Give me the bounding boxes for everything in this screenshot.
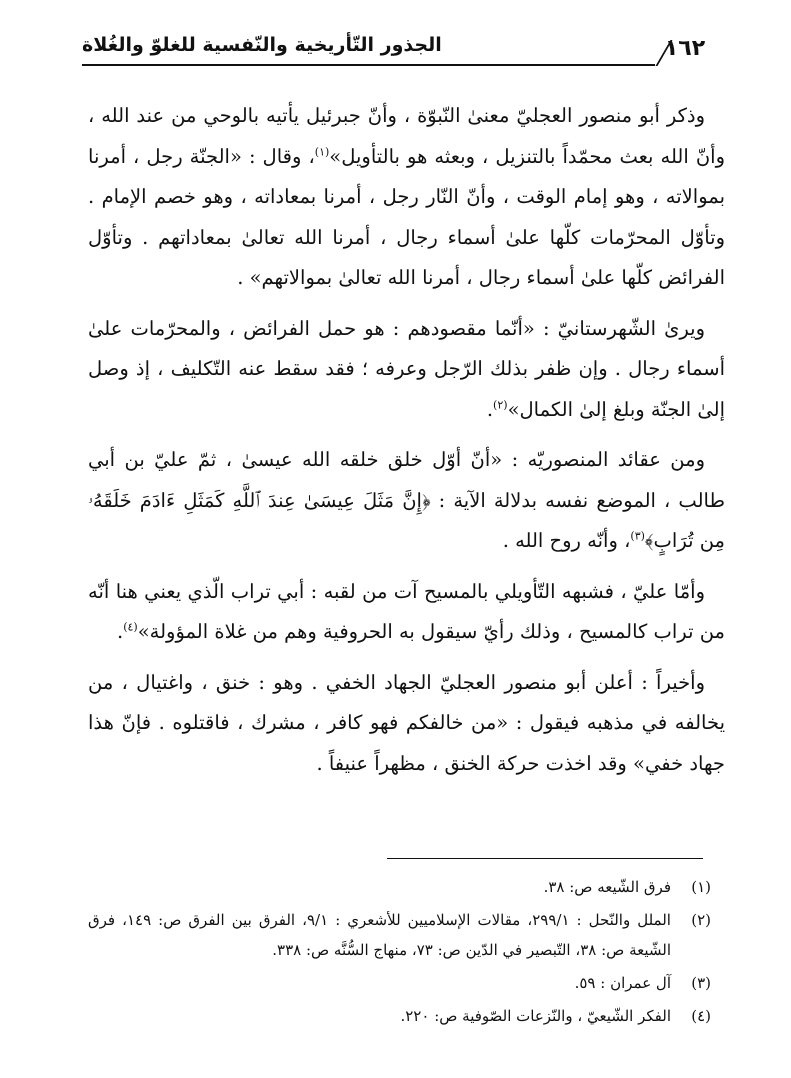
paragraph: ويرىٰ الشّهرستانيّ : «أنّما مقصودهم : هو حمل الفرائض ، والمحرّمات علىٰ أسماء رجال . وإن ظفر بذلك الرّجل وعرفه ؛ فقد سقط عنه التّكليف ، إذ وصل إلىٰ الجنّة وبلغ إلىٰ الكمال»$^{(٢)}$.: [88, 316, 725, 421]
footnote: [88, 905, 711, 965]
footnote-number: (٢): [691, 911, 711, 929]
footnote-separator: [387, 858, 703, 859]
paragraph: ومن عقائد المنصوريّه : «أنّ أوّل خلق خلقه الله عيسىٰ ، ثمّ عليّ بن أبي طالب ، الموضع نفسه بدلالة الآية : ﴿إِنَّ مَثَلَ عِيسَىٰ عِندَ ٱللَّهِ كَمَثَلِ ءَادَمَ خَلَقَهُۥ مِن تُرَابٍ﴾$^{(٣)}$، وأنّه روح الله .: [88, 448, 725, 552]
header-rule: [82, 64, 655, 66]
paragraph: وأمّا عليّ ، فشبهه التّأويلي بالمسيح آت من لقبه : أبي تراب الّذي يعني هنا أنّه من تراب كالمسيح ، وذلك رأيّ سيقول به الحروفية وهم من غلاة المؤولة»$^{(٤)}$.: [88, 579, 725, 643]
footnote-number: (٤): [691, 1007, 711, 1025]
page-header: [82, 28, 725, 68]
paragraph: وذكر أبو منصور العجليّ معنىٰ النّبوّة ، وأنّ جبرئيل يأتيه بالوحي من عند الله ، وأنّ الله بعث محمّداً بالتنزيل ، وبعثه هو بالتأويل»$^{(١)}$، وقال : «الجنّة رجل ، أمرنا بموالاته ، وهو إمام الوقت ، وأنّ النّار رجل ، أمرنا بمعاداته ، وهو خصم الإمام . وتأوّل المحرّمات كلّها علىٰ أسماء رجال ، أمرنا الله تعالىٰ بمعاداتهم . وتأوّل الفرائض كلّها علىٰ أسماء رجال ، أمرنا الله تعالىٰ بموالاتهم» .: [88, 104, 725, 289]
footnote-text: الفكر الشّيعيّ ، والنّزعات الصّوفية ص: ٢٢٠.: [400, 1007, 671, 1025]
footnote-text: فرق الشّيعه ص: ٣٨.: [543, 878, 671, 896]
page-number: ١٦٢: [664, 36, 706, 61]
footnote-ref[interactable]: (٣): [630, 529, 645, 543]
footnote-text: آل عمران : ٥٩.: [574, 974, 671, 992]
footnote-ref[interactable]: (١): [314, 145, 330, 158]
footnote-text: الملل والنّحل : ٢٩٩/١، مقالات الإسلاميين للأشعري : ٩/١، الفرق بين الفرق ص: ١٤٩، فرق الشّيعة ص: ٣٨، التّبصير في الدّين ص: ٧٣، منهاج السُّنَّه ص: ٣٣٨.: [88, 911, 671, 959]
footnote: [88, 872, 711, 902]
footnote-number: (٣): [691, 974, 711, 992]
body-text: [88, 96, 725, 794]
footnote: [88, 1001, 711, 1031]
footnote: [88, 968, 711, 998]
running-title: الجذور التّأريخية والنّفسية للغلوّ والغُلاة: [82, 34, 442, 56]
footnote-ref[interactable]: (٤): [123, 620, 138, 634]
footnote-number: (١): [691, 878, 711, 896]
paragraph: وأخيراً : أعلن أبو منصور العجليّ الجهاد الخفي . وهو : خنق ، واغتيال ، من يخالفه في مذهبه فيقول : «من خالفكم فهو كافر ، مشرك ، فاقتلوه . فإنّ هذا جهاد خفي» وقد اخذت حركة الخنق ، مظهراً عنيفاً .: [88, 670, 725, 775]
footnotes: [88, 872, 711, 1034]
footnote-ref[interactable]: (٢): [493, 398, 508, 411]
